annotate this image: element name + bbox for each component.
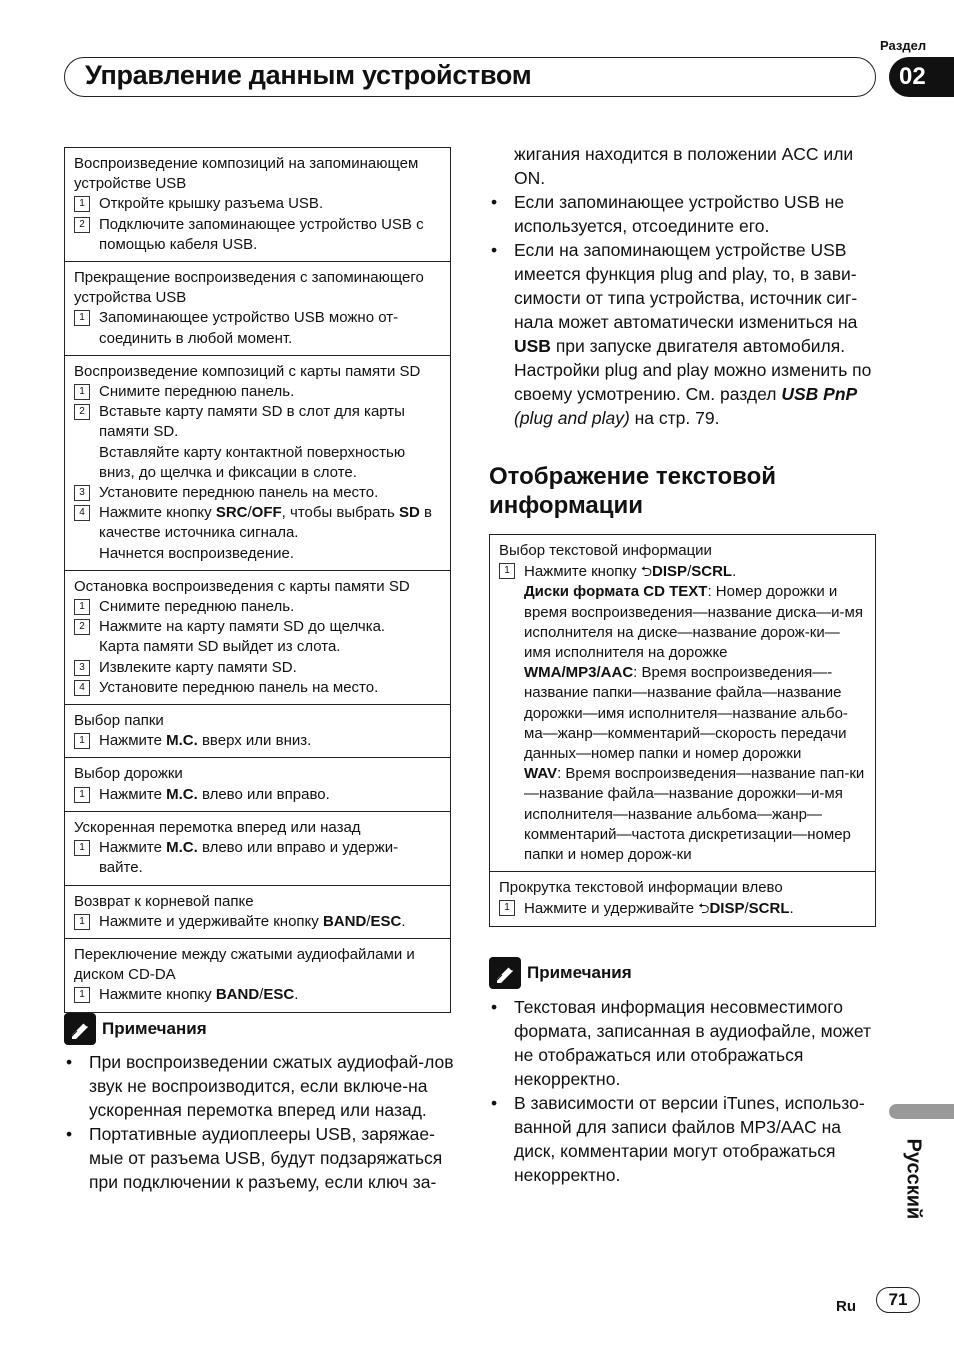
procedure-step: 1 Нажмите M.C. вверх или вниз. (74, 731, 441, 751)
procedure-track (65, 758, 450, 811)
procedure-ffwd (65, 812, 450, 886)
step-number: 2 (74, 404, 90, 420)
footer-language-code: Ru (836, 1298, 856, 1315)
step-number: 1 (499, 563, 515, 579)
procedure-table-right (489, 534, 876, 927)
page-number: 71 (876, 1287, 920, 1313)
procedure-text-select (490, 535, 875, 872)
step-number: 1 (74, 787, 90, 803)
procedure-usb-stop (65, 262, 450, 356)
key-band: BAND (215, 986, 260, 1004)
note-item: • Портативные аудиоплееры USB, заряжае-мые от разъема USB, будут подзаряжаться при подключении к разъему, если ключ за- (64, 1122, 456, 1194)
procedure-step: 1 Нажмите кнопку BAND/ESC. (74, 985, 441, 1005)
procedure-step: 3 Установите переднюю панель на место. (74, 483, 441, 503)
key-band: BAND (322, 912, 367, 930)
procedure-step: 4 Установите переднюю панель на место. (74, 678, 441, 698)
procedure-usb-play (65, 148, 450, 262)
ref-usb-pnp: USB PnP (781, 384, 858, 404)
step-number: 1 (499, 900, 515, 916)
key-mc: M.C. (166, 839, 198, 857)
procedure-sd-stop (65, 571, 450, 705)
key-esc: ESC (370, 912, 402, 930)
usb-bullets (489, 190, 874, 430)
key-sd: SD (398, 504, 420, 522)
procedure-heading: Воспроизведение композиций на запоминающем устройстве USB (74, 155, 419, 193)
key-esc: ESC (263, 986, 295, 1004)
step-number: 2 (74, 217, 90, 233)
step-note: Вставляйте карту контактной поверхностью вниз, до щелчка и фиксации в слоте. (99, 443, 406, 481)
procedure-heading: Ускоренная перемотка вперед или назад (74, 818, 361, 836)
notes-heading-right: Примечания (489, 957, 632, 989)
procedure-step: 4 Нажмите кнопку SRC/OFF, чтобы выбрать SD в качестве источника сигнала. (74, 503, 441, 543)
procedure-step: 1 Нажмите и удерживайте ⮌DISP/SCRL. (499, 898, 866, 919)
pencil-note-icon (64, 1013, 96, 1045)
section-number-tab: 02 (889, 57, 954, 97)
step-note: Начнется воспроизведение. (99, 544, 295, 562)
key-mc: M.C. (166, 732, 198, 750)
notes-heading-left: Примечания (64, 1013, 207, 1045)
procedure-heading: Выбор папки (74, 712, 164, 730)
format-cd-text: Диски формата CD TEXT: Номер дорожки и время воспроизведения—название диска—и-мя исполнителя на диске—название дорож-ки—имя исполнителя на дорожке (524, 583, 863, 662)
step-number: 1 (74, 196, 90, 212)
procedure-step: 1 Нажмите M.C. влево или вправо. (74, 785, 441, 805)
step-number: 3 (74, 660, 90, 676)
format-wma-mp3-aac: WMA/MP3/AAC: Время воспроизведения—-название папки—название файла—название дорожки—имя исполнителя—название альбо-ма—жанр—комментарий—скорость передачи данных—номер папки и номер дорожки (524, 664, 848, 763)
section-heading: Отображение текстовой информации (489, 463, 777, 519)
procedure-step: 2 Подключите запоминающее устройство USB с помощью кабеля USB. (74, 215, 441, 255)
step-number: 1 (74, 987, 90, 1003)
key-off: OFF (251, 504, 282, 522)
procedure-step: 1 Нажмите M.C. влево или вправо и удержи-вайте. (74, 838, 441, 878)
step-number: 3 (74, 485, 90, 501)
procedure-step: 1 Снимите переднюю панель. (74, 382, 441, 402)
procedure-text-scroll (490, 872, 875, 925)
page-title: Управление данным устройством (85, 60, 532, 90)
key-disp: DISP (652, 563, 688, 581)
procedure-step: 2 Вставьте карту памяти SD в слот для карты памяти SD. (74, 402, 441, 442)
key-mc: M.C. (166, 785, 198, 803)
format-wav: WAV: Время воспроизведения—название пап-ки—название файла—название дорожки—и-мя исполнителя—название альбома—жанр—комментарий—частота дискретизации—номер папки и номер дорож-ки (524, 765, 865, 864)
procedure-step: 1 Откройте крышку разъема USB. (74, 194, 441, 214)
step-number: 4 (74, 680, 90, 696)
step-number: 1 (74, 914, 90, 930)
pencil-note-icon (489, 957, 521, 989)
note-item: • Текстовая информация несовместимого формата, записанная в аудиофайле, может не отображаться или отображаться некорректно. (489, 995, 875, 1091)
procedure-table-left (64, 147, 451, 1013)
step-number: 4 (74, 505, 90, 521)
procedure-step: 1 Снимите переднюю панель. (74, 597, 441, 617)
section-label: Раздел (880, 38, 927, 53)
key-usb: USB (514, 336, 551, 356)
procedure-heading: Переключение между сжатыми аудиофайлами и диском CD-DA (74, 945, 415, 984)
notes-list-left (64, 1050, 456, 1194)
step-number: 1 (74, 384, 90, 400)
procedure-heading: Выбор дорожки (74, 765, 183, 783)
step-number: 1 (74, 733, 90, 749)
procedure-sd-play (65, 356, 450, 571)
procedure-heading: Прокрутка текстовой информации влево (499, 879, 783, 897)
key-scrl: SCRL (748, 900, 790, 918)
note-item: • При воспроизведении сжатых аудиофай-лов звук не воспроизводится, если включе-на ускоренная перемотка вперед или назад. (64, 1050, 456, 1122)
procedure-step: 3 Извлеките карту памяти SD. (74, 658, 441, 678)
procedure-step: 1 Нажмите и удерживайте кнопку BAND/ESC. (74, 912, 441, 932)
procedure-step: 1 Запоминающее устройство USB можно от-соединить в любой момент. (74, 308, 441, 348)
key-scrl: SCRL (691, 563, 733, 581)
step-number: 1 (74, 599, 90, 615)
note-item: • В зависимости от версии iTunes, использо-ванной для записи файлов MP3/AAC на диск, комментарии могут отображаться некорректно. (489, 1091, 875, 1187)
bullet-item: • Если запоминающее устройство USB не используется, отсоедините его. (489, 190, 874, 238)
continued-text: жигания находится в положении ACC или ON. (514, 144, 854, 188)
procedure-step: 1 Нажмите кнопку ⮌DISP/SCRL. (499, 561, 866, 582)
step-number: 2 (74, 619, 90, 635)
key-disp: DISP (709, 900, 745, 918)
procedure-folder (65, 705, 450, 758)
procedure-heading: Воспроизведение композиций с карты памяти SD (74, 362, 421, 380)
procedure-heading: Прекращение воспроизведения с запоминающего устройства USB (74, 269, 424, 307)
return-arrow-icon: ⮌ (698, 900, 710, 917)
step-number: 1 (74, 840, 90, 856)
key-src: SRC (215, 504, 248, 522)
procedure-step: 2 Нажмите на карту памяти SD до щелчка. (74, 617, 441, 637)
return-arrow-icon: ⮌ (640, 563, 653, 580)
procedure-heading: Выбор текстовой информации (499, 542, 712, 559)
step-number: 1 (74, 310, 90, 326)
step-note: Карта памяти SD выйдет из слота. (99, 638, 341, 656)
language-label: Русский (902, 1138, 925, 1220)
procedure-root (65, 886, 450, 939)
notes-list-right (489, 995, 875, 1187)
procedure-switch (65, 939, 450, 1012)
language-tab (889, 1104, 954, 1119)
procedure-heading: Остановка воспроизведения с карты памяти SD (74, 577, 410, 595)
procedure-heading: Возврат к корневой папке (74, 892, 254, 910)
bullet-item: • Если на запоминающем устройстве USB имеется функция plug and play, то, в зави-симости от типа устройства, источник сиг-нала может автоматически измениться на USB при запуске двигателя автомобиля. Настройки plug and play можно изменить по своему усмотрению. См. раздел USB PnP (plug and play) на стр. 79. (489, 238, 874, 430)
